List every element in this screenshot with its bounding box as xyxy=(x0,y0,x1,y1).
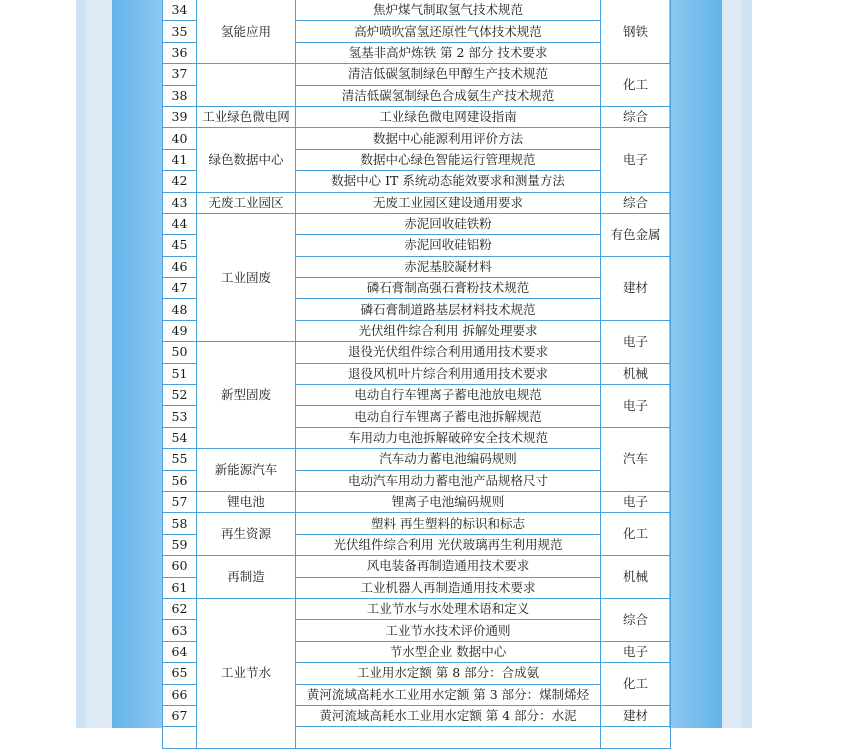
row-number: 38 xyxy=(163,85,197,106)
row-number: 66 xyxy=(163,684,197,705)
row-number: 47 xyxy=(163,278,197,299)
row-number: 40 xyxy=(163,128,197,149)
sector-cell: 汽车 xyxy=(601,427,671,491)
field-cell: 再制造 xyxy=(197,556,296,599)
row-number: 49 xyxy=(163,320,197,341)
standard-name: 数据中心绿色智能运行管理规范 xyxy=(296,149,601,170)
table-row xyxy=(163,491,671,512)
row-number: 43 xyxy=(163,192,197,213)
sector-cell: 电子 xyxy=(601,491,671,512)
row-number: 56 xyxy=(163,470,197,491)
standard-name: 塑料 再生塑料的标识和标志 xyxy=(296,513,601,534)
row-number: 48 xyxy=(163,299,197,320)
sector-cell: 机械 xyxy=(601,363,671,384)
table-row xyxy=(163,64,671,85)
sector-cell: 电子 xyxy=(601,385,671,428)
field-cell xyxy=(197,64,296,107)
standard-name: 工业绿色微电网建设指南 xyxy=(296,106,601,127)
standard-name: 退役光伏组件综合利用通用技术要求 xyxy=(296,342,601,363)
row-number: 45 xyxy=(163,235,197,256)
row-number: 44 xyxy=(163,213,197,234)
sector-cell: 电子 xyxy=(601,320,671,363)
row-number: 39 xyxy=(163,106,197,127)
standard-name: 工业节水技术评价通则 xyxy=(296,620,601,641)
sector-cell: 综合 xyxy=(601,106,671,127)
field-cell: 再生资源 xyxy=(197,513,296,556)
table-row xyxy=(163,556,671,577)
row-number: 50 xyxy=(163,342,197,363)
sector-cell: 钢铁 xyxy=(601,0,671,64)
row-number: 62 xyxy=(163,598,197,619)
field-cell: 锂电池 xyxy=(197,491,296,512)
standard-name: 赤泥回收硅铝粉 xyxy=(296,235,601,256)
sector-cell: 建材 xyxy=(601,705,671,726)
standard-name: 电动自行车锂离子蓄电池拆解规范 xyxy=(296,406,601,427)
sector-cell: 机械 xyxy=(601,556,671,599)
standard-name: 退役风机叶片综合利用通用技术要求 xyxy=(296,363,601,384)
row-number: 61 xyxy=(163,577,197,598)
standard-name: 光伏组件综合利用 拆解处理要求 xyxy=(296,320,601,341)
row-number: 59 xyxy=(163,534,197,555)
row-number: 65 xyxy=(163,663,197,684)
row-number: 67 xyxy=(163,705,197,726)
standard-name: 焦炉煤气制取氢气技术规范 xyxy=(296,0,601,21)
row-number: 63 xyxy=(163,620,197,641)
standard-name: 光伏组件综合利用 光伏玻璃再生利用规范 xyxy=(296,534,601,555)
row-number: 34 xyxy=(163,0,197,21)
field-cell: 工业节水 xyxy=(197,598,296,748)
sector-cell: 化工 xyxy=(601,64,671,107)
standard-name: 电动自行车锂离子蓄电池放电规范 xyxy=(296,385,601,406)
field-cell: 工业绿色微电网 xyxy=(197,106,296,127)
standard-name: 数据中心 IT 系统动态能效要求和测量方法 xyxy=(296,171,601,192)
standard-name: 风电装备再制造通用技术要求 xyxy=(296,556,601,577)
standards-table xyxy=(162,0,671,749)
row-number: 55 xyxy=(163,449,197,470)
standard-name: 车用动力电池拆解破碎安全技术规范 xyxy=(296,427,601,448)
standard-name: 氢基非高炉炼铁 第 2 部分 技术要求 xyxy=(296,42,601,63)
table-row xyxy=(163,192,671,213)
row-number: 54 xyxy=(163,427,197,448)
standard-name: 节水型企业 数据中心 xyxy=(296,641,601,662)
row-number: 36 xyxy=(163,42,197,63)
standard-name: 赤泥基胶凝材料 xyxy=(296,256,601,277)
row-number: 37 xyxy=(163,64,197,85)
standard-name: 高炉喷吹富氢还原性气体技术规范 xyxy=(296,21,601,42)
row-number: 41 xyxy=(163,149,197,170)
standard-name: 工业节水与水处理术语和定义 xyxy=(296,598,601,619)
table-row xyxy=(163,449,671,470)
table-row xyxy=(163,128,671,149)
standard-name: 磷石膏制高强石膏粉技术规范 xyxy=(296,278,601,299)
row-number: 53 xyxy=(163,406,197,427)
field-cell: 工业固废 xyxy=(197,213,296,341)
table-row xyxy=(163,106,671,127)
standard-name: 赤泥回收硅铁粉 xyxy=(296,213,601,234)
row-number: 57 xyxy=(163,491,197,512)
standard-name: 黄河流域高耗水工业用水定额 第 4 部分：水泥 xyxy=(296,705,601,726)
row-number: 42 xyxy=(163,171,197,192)
standard-name: 黄河流域高耗水工业用水定额 第 3 部分：煤制烯烃 xyxy=(296,684,601,705)
standard-name: 工业用水定额 第 8 部分：合成氨 xyxy=(296,663,601,684)
sector-cell: 综合 xyxy=(601,598,671,641)
sector-cell: 化工 xyxy=(601,513,671,556)
sector-cell: 化工 xyxy=(601,663,671,706)
field-cell: 无废工业园区 xyxy=(197,192,296,213)
standard-name xyxy=(296,727,601,748)
table-row xyxy=(163,213,671,234)
table-row xyxy=(163,598,671,619)
table-row xyxy=(163,0,671,21)
sector-cell: 建材 xyxy=(601,256,671,320)
field-cell: 绿色数据中心 xyxy=(197,128,296,192)
row-number: 58 xyxy=(163,513,197,534)
row-number: 60 xyxy=(163,556,197,577)
row-number: 52 xyxy=(163,385,197,406)
table-row xyxy=(163,342,671,363)
standard-name: 数据中心能源利用评价方法 xyxy=(296,128,601,149)
row-number: 35 xyxy=(163,21,197,42)
standard-name: 电动汽车用动力蓄电池产品规格尺寸 xyxy=(296,470,601,491)
field-cell: 氢能应用 xyxy=(197,0,296,64)
row-number: 64 xyxy=(163,641,197,662)
standard-name: 无废工业园区建设通用要求 xyxy=(296,192,601,213)
field-cell: 新能源汽车 xyxy=(197,449,296,492)
right-side-bar xyxy=(669,0,722,728)
row-number xyxy=(163,727,197,748)
row-number: 51 xyxy=(163,363,197,384)
left-side-bar xyxy=(112,0,162,728)
table-row xyxy=(163,513,671,534)
standard-name: 汽车动力蓄电池编码规则 xyxy=(296,449,601,470)
row-number: 46 xyxy=(163,256,197,277)
sector-cell: 电子 xyxy=(601,641,671,662)
sector-cell xyxy=(601,727,671,748)
standard-name: 锂离子电池编码规则 xyxy=(296,491,601,512)
field-cell: 新型固废 xyxy=(197,342,296,449)
sector-cell: 综合 xyxy=(601,192,671,213)
standard-name: 工业机器人再制造通用技术要求 xyxy=(296,577,601,598)
standard-name: 清洁低碳氢制绿色合成氨生产技术规范 xyxy=(296,85,601,106)
sector-cell: 电子 xyxy=(601,128,671,192)
standard-name: 磷石膏制道路基层材料技术规范 xyxy=(296,299,601,320)
standard-name: 清洁低碳氢制绿色甲醇生产技术规范 xyxy=(296,64,601,85)
sector-cell: 有色金属 xyxy=(601,213,671,256)
